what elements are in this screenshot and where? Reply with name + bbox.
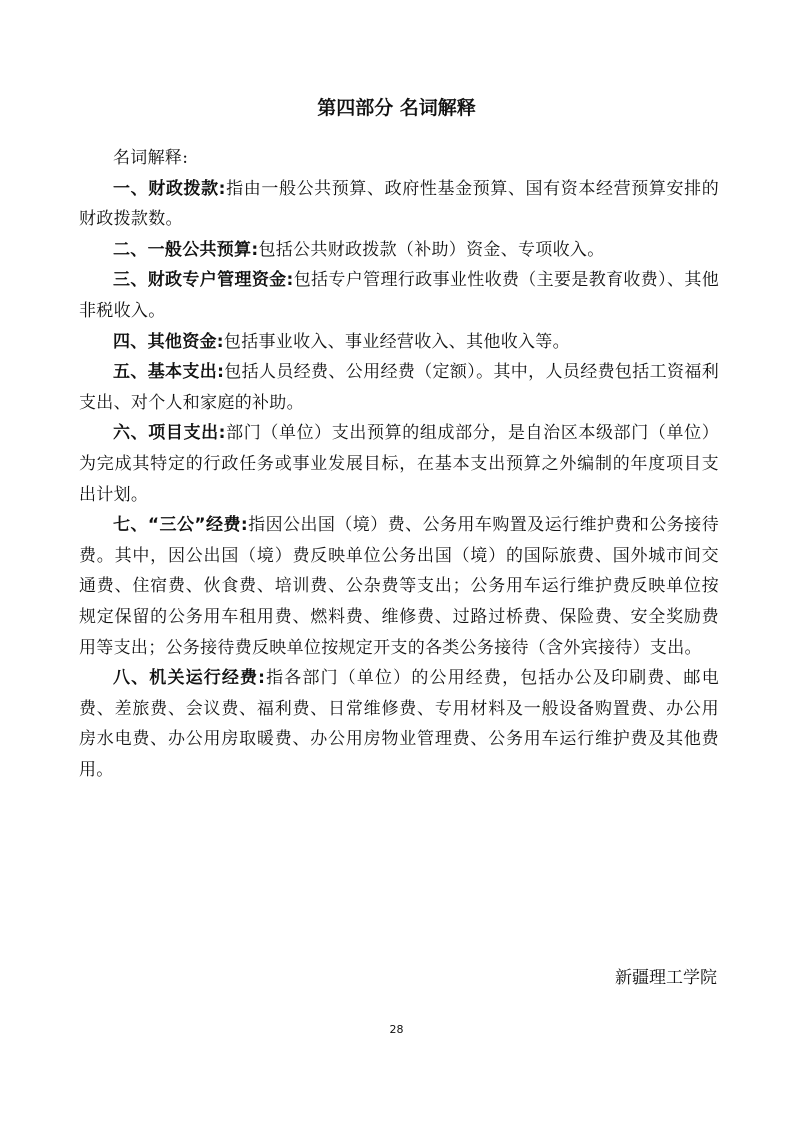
- term-paragraph: [79, 174, 719, 235]
- term-paragraph: [79, 327, 719, 358]
- term-label: 八、机关运行经费:: [113, 668, 266, 689]
- term-text: 包括公共财政拨款（补助）资金、专项收入。: [258, 239, 605, 260]
- term-text: 部门（单位）支出预算的组成部分，是自治区本级部门（单位）为完成其特定的行政任务或事业发展目标，在基本支出预算之外编制的年度项目支出计划。: [79, 423, 719, 505]
- terms-section: [79, 143, 719, 785]
- signature: 新疆理工学院: [615, 968, 717, 988]
- term-label: 二、一般公共预算:: [113, 239, 259, 260]
- term-paragraph: [79, 510, 719, 663]
- page-number: 28: [389, 1023, 404, 1036]
- term-text: 包括专户管理行政事业性收费（主要是教育收费）、其他非税收入。: [79, 270, 719, 321]
- term-label: 六、项目支出:: [113, 423, 226, 444]
- term-paragraph: [79, 265, 719, 326]
- term-text: 指由一般公共预算、政府性基金预算、国有资本经营预算安排的财政拨款数。: [79, 178, 719, 230]
- term-label: 七、“三公”经费:: [113, 515, 248, 536]
- term-label: 四、其他资金:: [113, 331, 224, 352]
- term-label: 一、财政拨款:: [113, 178, 226, 199]
- term-label: 五、基本支出:: [113, 362, 225, 383]
- term-paragraph: [79, 357, 719, 418]
- term-text: 包括事业收入、事业经营收入、其他收入等。: [223, 331, 570, 352]
- term-paragraph: [79, 663, 719, 785]
- term-label: 三、财政专户管理资金:: [113, 270, 294, 291]
- term-text: 指因公出国（境）费、公务用车购置及运行维护费和公务接待费。其中，因公出国（境）费反映单位公务出国（境）的国际旅费、国外城市间交通费、住宿费、伙食费、培训费、公杂费等支出；公务用车运行维护费反映单位按规定保留的公务用车租用费、燃料费、维修费、过路过桥费、保险费、安全奖励费用等支出；公务接待费反映单位按规定开支的各类公务接待（含外宾接待）支出。: [79, 515, 719, 658]
- term-text: 指各部门（单位）的公用经费，包括办公及印刷费、邮电费、差旅费、会议费、福利费、日常维修费、专用材料及一般设备购置费、办公用房水电费、办公用房取暖费、办公用房物业管理费、公务用车运行维护费及其他费用。: [79, 668, 720, 780]
- intro-heading: 名词解释:: [113, 148, 189, 168]
- term-paragraph: [79, 235, 719, 266]
- term-text: 包括人员经费、公用经费（定额）。其中，人员经费包括工资福利支出、对个人和家庭的补助。: [79, 362, 719, 413]
- page-title: 第四部分 名词解释: [317, 97, 476, 119]
- term-paragraph: [79, 418, 719, 510]
